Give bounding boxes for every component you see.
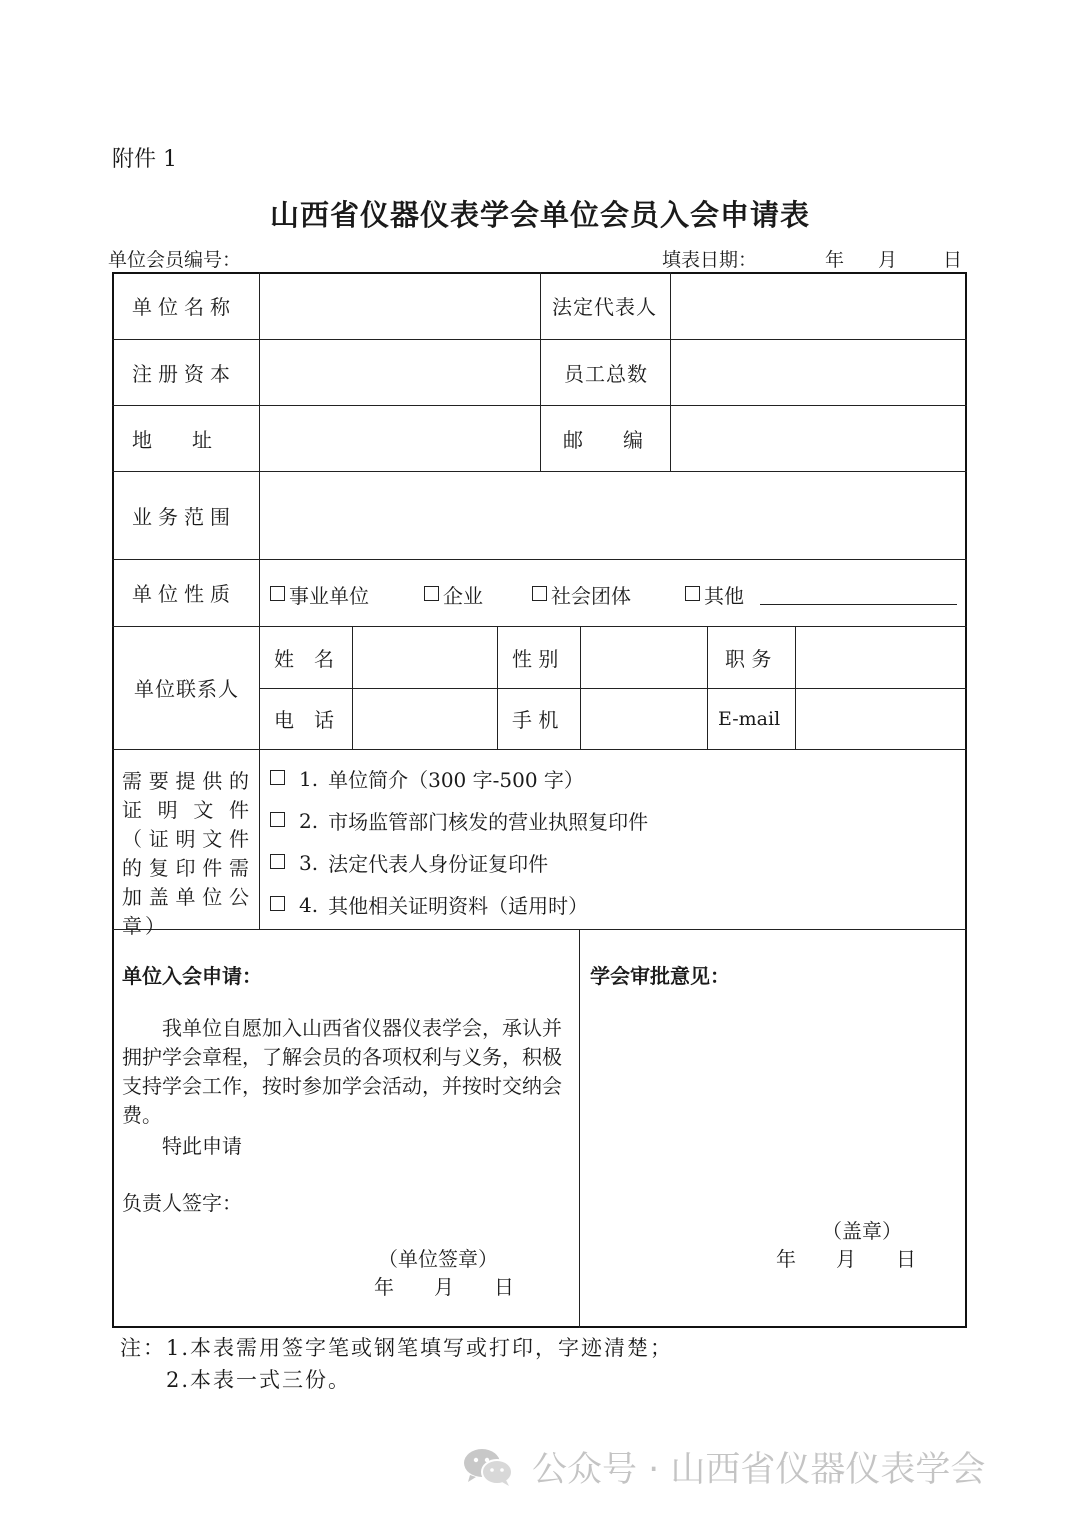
checkbox-icon bbox=[270, 770, 285, 785]
form-title: 山西省仪器仪表学会单位会员入会申请表 bbox=[269, 198, 810, 232]
checkbox-icon bbox=[270, 586, 285, 601]
contact-position-field[interactable] bbox=[797, 627, 964, 687]
approval-date: 年 月 日 bbox=[776, 1247, 916, 1271]
total-staff-field[interactable] bbox=[672, 340, 964, 404]
checkbox-icon bbox=[424, 586, 439, 601]
postcode-label: 邮 编 bbox=[563, 427, 643, 452]
note-prefix: 注： bbox=[120, 1336, 166, 1360]
checkbox-icon bbox=[532, 586, 547, 601]
contact-gender-field[interactable] bbox=[582, 627, 705, 687]
legal-rep-field[interactable] bbox=[672, 273, 964, 338]
unit-name-label: 单位名称 bbox=[132, 295, 236, 319]
address-label: 地 址 bbox=[132, 427, 212, 452]
wechat-icon bbox=[462, 1447, 514, 1487]
contact-name-label: 姓 名 bbox=[274, 646, 334, 671]
business-scope-field[interactable] bbox=[260, 472, 964, 558]
checkbox-icon bbox=[270, 812, 285, 827]
contact-mobile-field[interactable] bbox=[582, 689, 705, 748]
legal-rep-label: 法定代表人 bbox=[552, 295, 657, 319]
fill-date-month: 月 bbox=[878, 249, 898, 271]
note-line-2: 2.本表一式三份。 bbox=[166, 1368, 352, 1392]
checkbox-icon bbox=[270, 896, 285, 911]
application-closing: 特此申请 bbox=[122, 1134, 242, 1158]
contact-position-label: 职 务 bbox=[725, 646, 772, 671]
contact-phone-field[interactable] bbox=[354, 689, 495, 748]
signature-label: 负责人签字： bbox=[122, 1191, 242, 1215]
total-staff-label: 员工总数 bbox=[564, 361, 648, 386]
note-line-1: 注：1.本表需用签字笔或钢笔填写或打印，字迹清楚； bbox=[120, 1336, 674, 1360]
fill-date-year: 年 bbox=[825, 249, 845, 271]
approval-heading: 学会审批意见： bbox=[590, 964, 730, 988]
fill-date-day: 日 bbox=[943, 249, 963, 271]
document-item-1[interactable]: 1. 单位简介（300 字-500 字） bbox=[270, 764, 584, 793]
document-item-2[interactable]: 2. 市场监管部门核发的营业执照复印件 bbox=[270, 806, 648, 835]
application-heading: 单位入会申请： bbox=[122, 964, 262, 988]
contact-phone-label: 电 话 bbox=[274, 708, 334, 732]
watermark bbox=[462, 1442, 985, 1492]
nature-option-other[interactable]: 其他 bbox=[685, 580, 744, 609]
contact-mobile-label: 手 机 bbox=[512, 708, 559, 732]
unit-seal-label: （单位签章） bbox=[378, 1247, 498, 1271]
business-scope-label: 业务范围 bbox=[132, 504, 236, 529]
registered-capital-label: 注册资本 bbox=[132, 361, 236, 386]
contact-email-field[interactable] bbox=[797, 689, 964, 748]
checkbox-icon bbox=[685, 586, 700, 601]
watermark-text: 公众号 · 山西省仪器仪表学会 bbox=[532, 1450, 986, 1490]
unit-nature-label: 单位性质 bbox=[132, 582, 236, 606]
nature-option-enterprise[interactable]: 企业 bbox=[424, 580, 483, 609]
application-body: 我单位自愿加入山西省仪器仪表学会，承认并拥护学会章程，了解会员的各项权利与义务，积极支持学会工作，按时参加学会活动，并按时交纳会费。 bbox=[122, 1016, 562, 1127]
fill-date bbox=[662, 245, 967, 272]
application-date: 年 月 日 bbox=[374, 1275, 514, 1299]
nature-other-input[interactable] bbox=[760, 604, 957, 605]
contact-name-field[interactable] bbox=[354, 627, 495, 687]
postcode-field[interactable] bbox=[672, 406, 964, 470]
society-seal-label: （盖章） bbox=[822, 1219, 902, 1243]
contact-label: 单位联系人 bbox=[134, 677, 239, 701]
document-item-4[interactable]: 4. 其他相关证明资料（适用时） bbox=[270, 890, 588, 919]
registered-capital-field[interactable] bbox=[260, 340, 539, 404]
documents-required-label: 需要提供的证明文件（证明文件的复印件需加盖单位公章） bbox=[122, 769, 252, 938]
fill-date-label: 填表日期： bbox=[662, 249, 758, 271]
member-number-label: 单位会员编号： bbox=[108, 249, 242, 271]
contact-email-label: E-mail bbox=[718, 707, 781, 730]
nature-option-social-group[interactable]: 社会团体 bbox=[532, 580, 631, 609]
nature-option-public-institution[interactable]: 事业单位 bbox=[270, 580, 369, 609]
contact-gender-label: 性 别 bbox=[512, 646, 559, 671]
document-item-3[interactable]: 3. 法定代表人身份证复印件 bbox=[270, 848, 548, 877]
address-field[interactable] bbox=[260, 406, 539, 470]
unit-name-field[interactable] bbox=[260, 273, 539, 338]
checkbox-icon bbox=[270, 854, 285, 869]
attachment-label: 附件 1 bbox=[112, 147, 177, 172]
